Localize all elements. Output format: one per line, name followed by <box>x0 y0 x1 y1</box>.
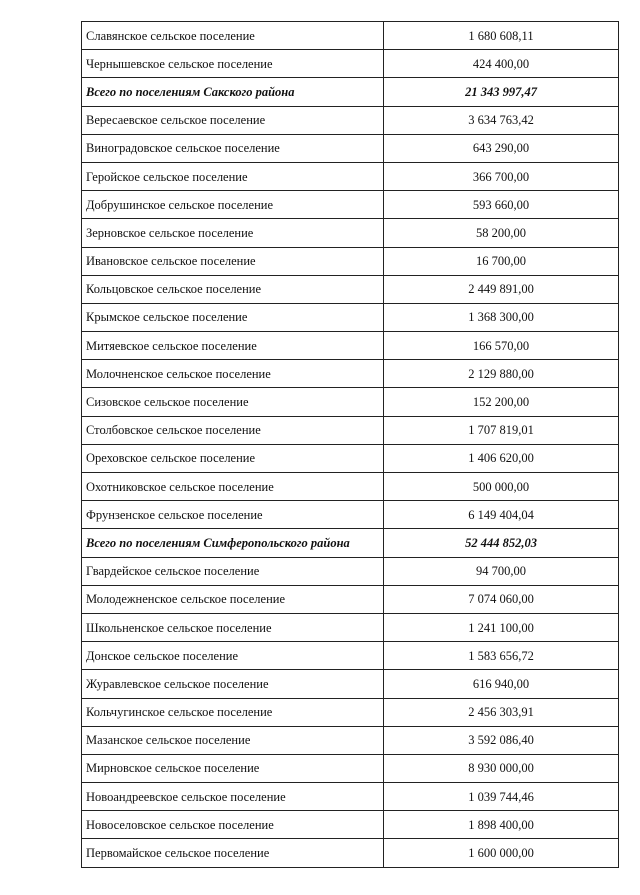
table-row <box>82 162 619 190</box>
table-row <box>82 613 619 641</box>
table-row <box>82 783 619 811</box>
settlements-budget-table <box>81 21 619 868</box>
table-row <box>82 642 619 670</box>
settlement-name-cell: Охотниковское сельское поселение <box>82 473 384 501</box>
amount-cell: 366 700,00 <box>384 162 619 190</box>
amount-cell: 16 700,00 <box>384 247 619 275</box>
table-row-total <box>82 529 619 557</box>
settlement-name-cell: Первомайское сельское поселение <box>82 839 384 867</box>
table-row <box>82 698 619 726</box>
table-row <box>82 388 619 416</box>
table-row <box>82 416 619 444</box>
table-row <box>82 670 619 698</box>
settlement-name-cell: Школьненское сельское поселение <box>82 613 384 641</box>
table-row <box>82 134 619 162</box>
table-row <box>82 50 619 78</box>
table-row <box>82 811 619 839</box>
table-row <box>82 191 619 219</box>
amount-cell: 2 456 303,91 <box>384 698 619 726</box>
settlement-name-cell: Кольцовское сельское поселение <box>82 275 384 303</box>
settlement-name-cell: Новоселовское сельское поселение <box>82 811 384 839</box>
table-row <box>82 444 619 472</box>
table-row <box>82 219 619 247</box>
settlement-name-cell: Молочненское сельское поселение <box>82 360 384 388</box>
amount-cell: 616 940,00 <box>384 670 619 698</box>
settlement-name-cell: Крымское сельское поселение <box>82 303 384 331</box>
table-row <box>82 501 619 529</box>
settlement-name-cell: Добрушинское сельское поселение <box>82 191 384 219</box>
amount-cell: 1 406 620,00 <box>384 444 619 472</box>
settlement-name-cell: Гвардейское сельское поселение <box>82 557 384 585</box>
settlement-name-cell: Чернышевское сельское поселение <box>82 50 384 78</box>
amount-cell: 7 074 060,00 <box>384 585 619 613</box>
table-row <box>82 473 619 501</box>
settlement-name-cell: Новоандреевское сельское поселение <box>82 783 384 811</box>
settlement-name-cell: Журавлевское сельское поселение <box>82 670 384 698</box>
settlement-name-cell: Донское сельское поселение <box>82 642 384 670</box>
amount-cell: 593 660,00 <box>384 191 619 219</box>
table-row <box>82 754 619 782</box>
amount-cell: 8 930 000,00 <box>384 754 619 782</box>
total-label-cell: Всего по поселениям Симферопольского района <box>82 529 384 557</box>
settlement-name-cell: Ивановское сельское поселение <box>82 247 384 275</box>
table-row <box>82 360 619 388</box>
amount-cell: 3 634 763,42 <box>384 106 619 134</box>
settlement-name-cell: Виноградовское сельское поселение <box>82 134 384 162</box>
amount-cell: 2 449 891,00 <box>384 275 619 303</box>
table-row-total <box>82 78 619 106</box>
amount-cell: 1 898 400,00 <box>384 811 619 839</box>
table-row <box>82 839 619 867</box>
table-row <box>82 585 619 613</box>
total-amount-cell: 52 444 852,03 <box>384 529 619 557</box>
amount-cell: 1 707 819,01 <box>384 416 619 444</box>
amount-cell: 152 200,00 <box>384 388 619 416</box>
amount-cell: 3 592 086,40 <box>384 726 619 754</box>
amount-cell: 2 129 880,00 <box>384 360 619 388</box>
table-body <box>82 22 619 868</box>
total-amount-cell: 21 343 997,47 <box>384 78 619 106</box>
settlement-name-cell: Зерновское сельское поселение <box>82 219 384 247</box>
settlement-name-cell: Ореховское сельское поселение <box>82 444 384 472</box>
table-row <box>82 247 619 275</box>
settlement-name-cell: Столбовское сельское поселение <box>82 416 384 444</box>
table-row <box>82 557 619 585</box>
settlement-name-cell: Вересаевское сельское поселение <box>82 106 384 134</box>
settlement-name-cell: Мазанское сельское поселение <box>82 726 384 754</box>
amount-cell: 1 600 000,00 <box>384 839 619 867</box>
table-row <box>82 726 619 754</box>
amount-cell: 1 680 608,11 <box>384 22 619 50</box>
table-row <box>82 106 619 134</box>
amount-cell: 1 368 300,00 <box>384 303 619 331</box>
table-row <box>82 22 619 50</box>
amount-cell: 1 241 100,00 <box>384 613 619 641</box>
amount-cell: 94 700,00 <box>384 557 619 585</box>
settlement-name-cell: Мирновское сельское поселение <box>82 754 384 782</box>
amount-cell: 6 149 404,04 <box>384 501 619 529</box>
amount-cell: 500 000,00 <box>384 473 619 501</box>
settlement-name-cell: Молодежненское сельское поселение <box>82 585 384 613</box>
settlement-name-cell: Геройское сельское поселение <box>82 162 384 190</box>
amount-cell: 1 039 744,46 <box>384 783 619 811</box>
table-row <box>82 275 619 303</box>
total-label-cell: Всего по поселениям Сакского района <box>82 78 384 106</box>
settlement-name-cell: Сизовское сельское поселение <box>82 388 384 416</box>
amount-cell: 166 570,00 <box>384 332 619 360</box>
settlement-name-cell: Фрунзенское сельское поселение <box>82 501 384 529</box>
table-row <box>82 303 619 331</box>
amount-cell: 1 583 656,72 <box>384 642 619 670</box>
amount-cell: 58 200,00 <box>384 219 619 247</box>
settlement-name-cell: Кольчугинское сельское поселение <box>82 698 384 726</box>
settlement-name-cell: Митяевское сельское поселение <box>82 332 384 360</box>
amount-cell: 424 400,00 <box>384 50 619 78</box>
amount-cell: 643 290,00 <box>384 134 619 162</box>
settlement-name-cell: Славянское сельское поселение <box>82 22 384 50</box>
table-row <box>82 332 619 360</box>
